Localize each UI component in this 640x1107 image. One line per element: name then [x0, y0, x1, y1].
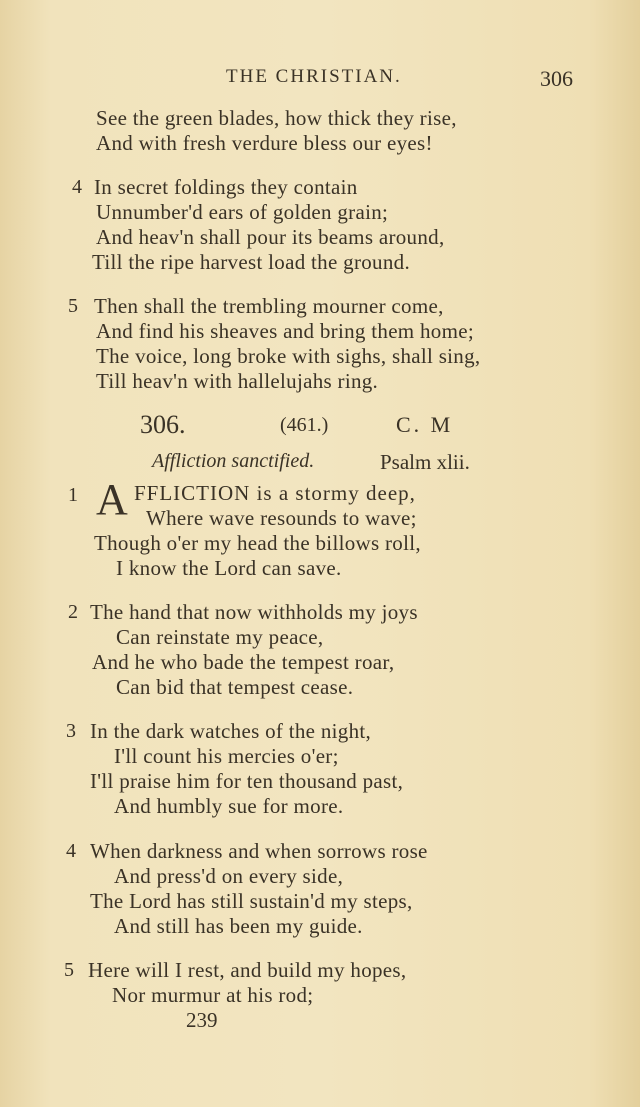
- verse-number: 5: [64, 959, 74, 981]
- verse-line: And heav'n shall pour its beams around,: [96, 225, 445, 249]
- running-head-title: THE CHRISTIAN.: [226, 66, 402, 87]
- verse-line: Till heav'n with hallelujahs ring.: [96, 369, 379, 393]
- verse-number: 5: [68, 295, 78, 317]
- hymn-number: 306.: [140, 410, 186, 439]
- verse-line: And humbly sue for more.: [114, 794, 344, 818]
- verse-line: And press'd on every side,: [114, 864, 344, 888]
- hymn-meter: C. M: [396, 412, 454, 437]
- verse-line: When darkness and when sorrows rose: [90, 839, 428, 863]
- verse-line: Nor murmur at his rod;: [112, 983, 314, 1007]
- hymn-subtitle: Affliction sanctified.: [152, 450, 315, 472]
- verse-line: Here will I rest, and build my hopes,: [88, 958, 407, 982]
- verse-line: The voice, long broke with sighs, shall sing,: [96, 344, 481, 368]
- verse-line: Can reinstate my peace,: [116, 625, 324, 649]
- verse-line: I'll count his mercies o'er;: [114, 744, 339, 768]
- verse-line: See the green blades, how thick they rise,: [96, 106, 457, 130]
- drop-cap: A: [96, 475, 128, 524]
- verse-number: 3: [66, 720, 76, 742]
- verse-number: 2: [68, 601, 78, 623]
- verse-number: 1: [68, 484, 78, 506]
- verse-line: Where wave resounds to wave;: [146, 506, 417, 530]
- verse-line: I'll praise him for ten thousand past,: [90, 769, 404, 793]
- verse-line: And still has been my guide.: [114, 914, 363, 938]
- hymn-psalm-reference: Psalm xlii.: [380, 450, 470, 474]
- verse-number: 4: [72, 176, 82, 198]
- verse-line: In the dark watches of the night,: [90, 719, 372, 743]
- verse-line: The hand that now withholds my joys: [90, 600, 418, 624]
- verse-line: Can bid that tempest cease.: [116, 675, 354, 699]
- page-number: 306: [540, 66, 573, 91]
- verse-line: Though o'er my head the billows roll,: [94, 531, 421, 555]
- verse-line: FFLICTION is a stormy deep,: [134, 481, 416, 505]
- verse-line: I know the Lord can save.: [116, 556, 342, 580]
- verse-line: And find his sheaves and bring them home;: [96, 319, 474, 343]
- signature-mark: 239: [186, 1008, 218, 1032]
- verse-line: Then shall the trembling mourner come,: [94, 294, 444, 318]
- verse-line: In secret foldings they contain: [94, 175, 358, 199]
- verse-line: And with fresh verdure bless our eyes!: [96, 131, 433, 155]
- verse-line: Till the ripe harvest load the ground.: [92, 250, 410, 274]
- verse-number: 4: [66, 840, 76, 862]
- verse-line: The Lord has still sustain'd my steps,: [90, 889, 413, 913]
- hymn-reference: (461.): [280, 414, 329, 436]
- verse-line: Unnumber'd ears of golden grain;: [96, 200, 389, 224]
- verse-line: And he who bade the tempest roar,: [92, 650, 395, 674]
